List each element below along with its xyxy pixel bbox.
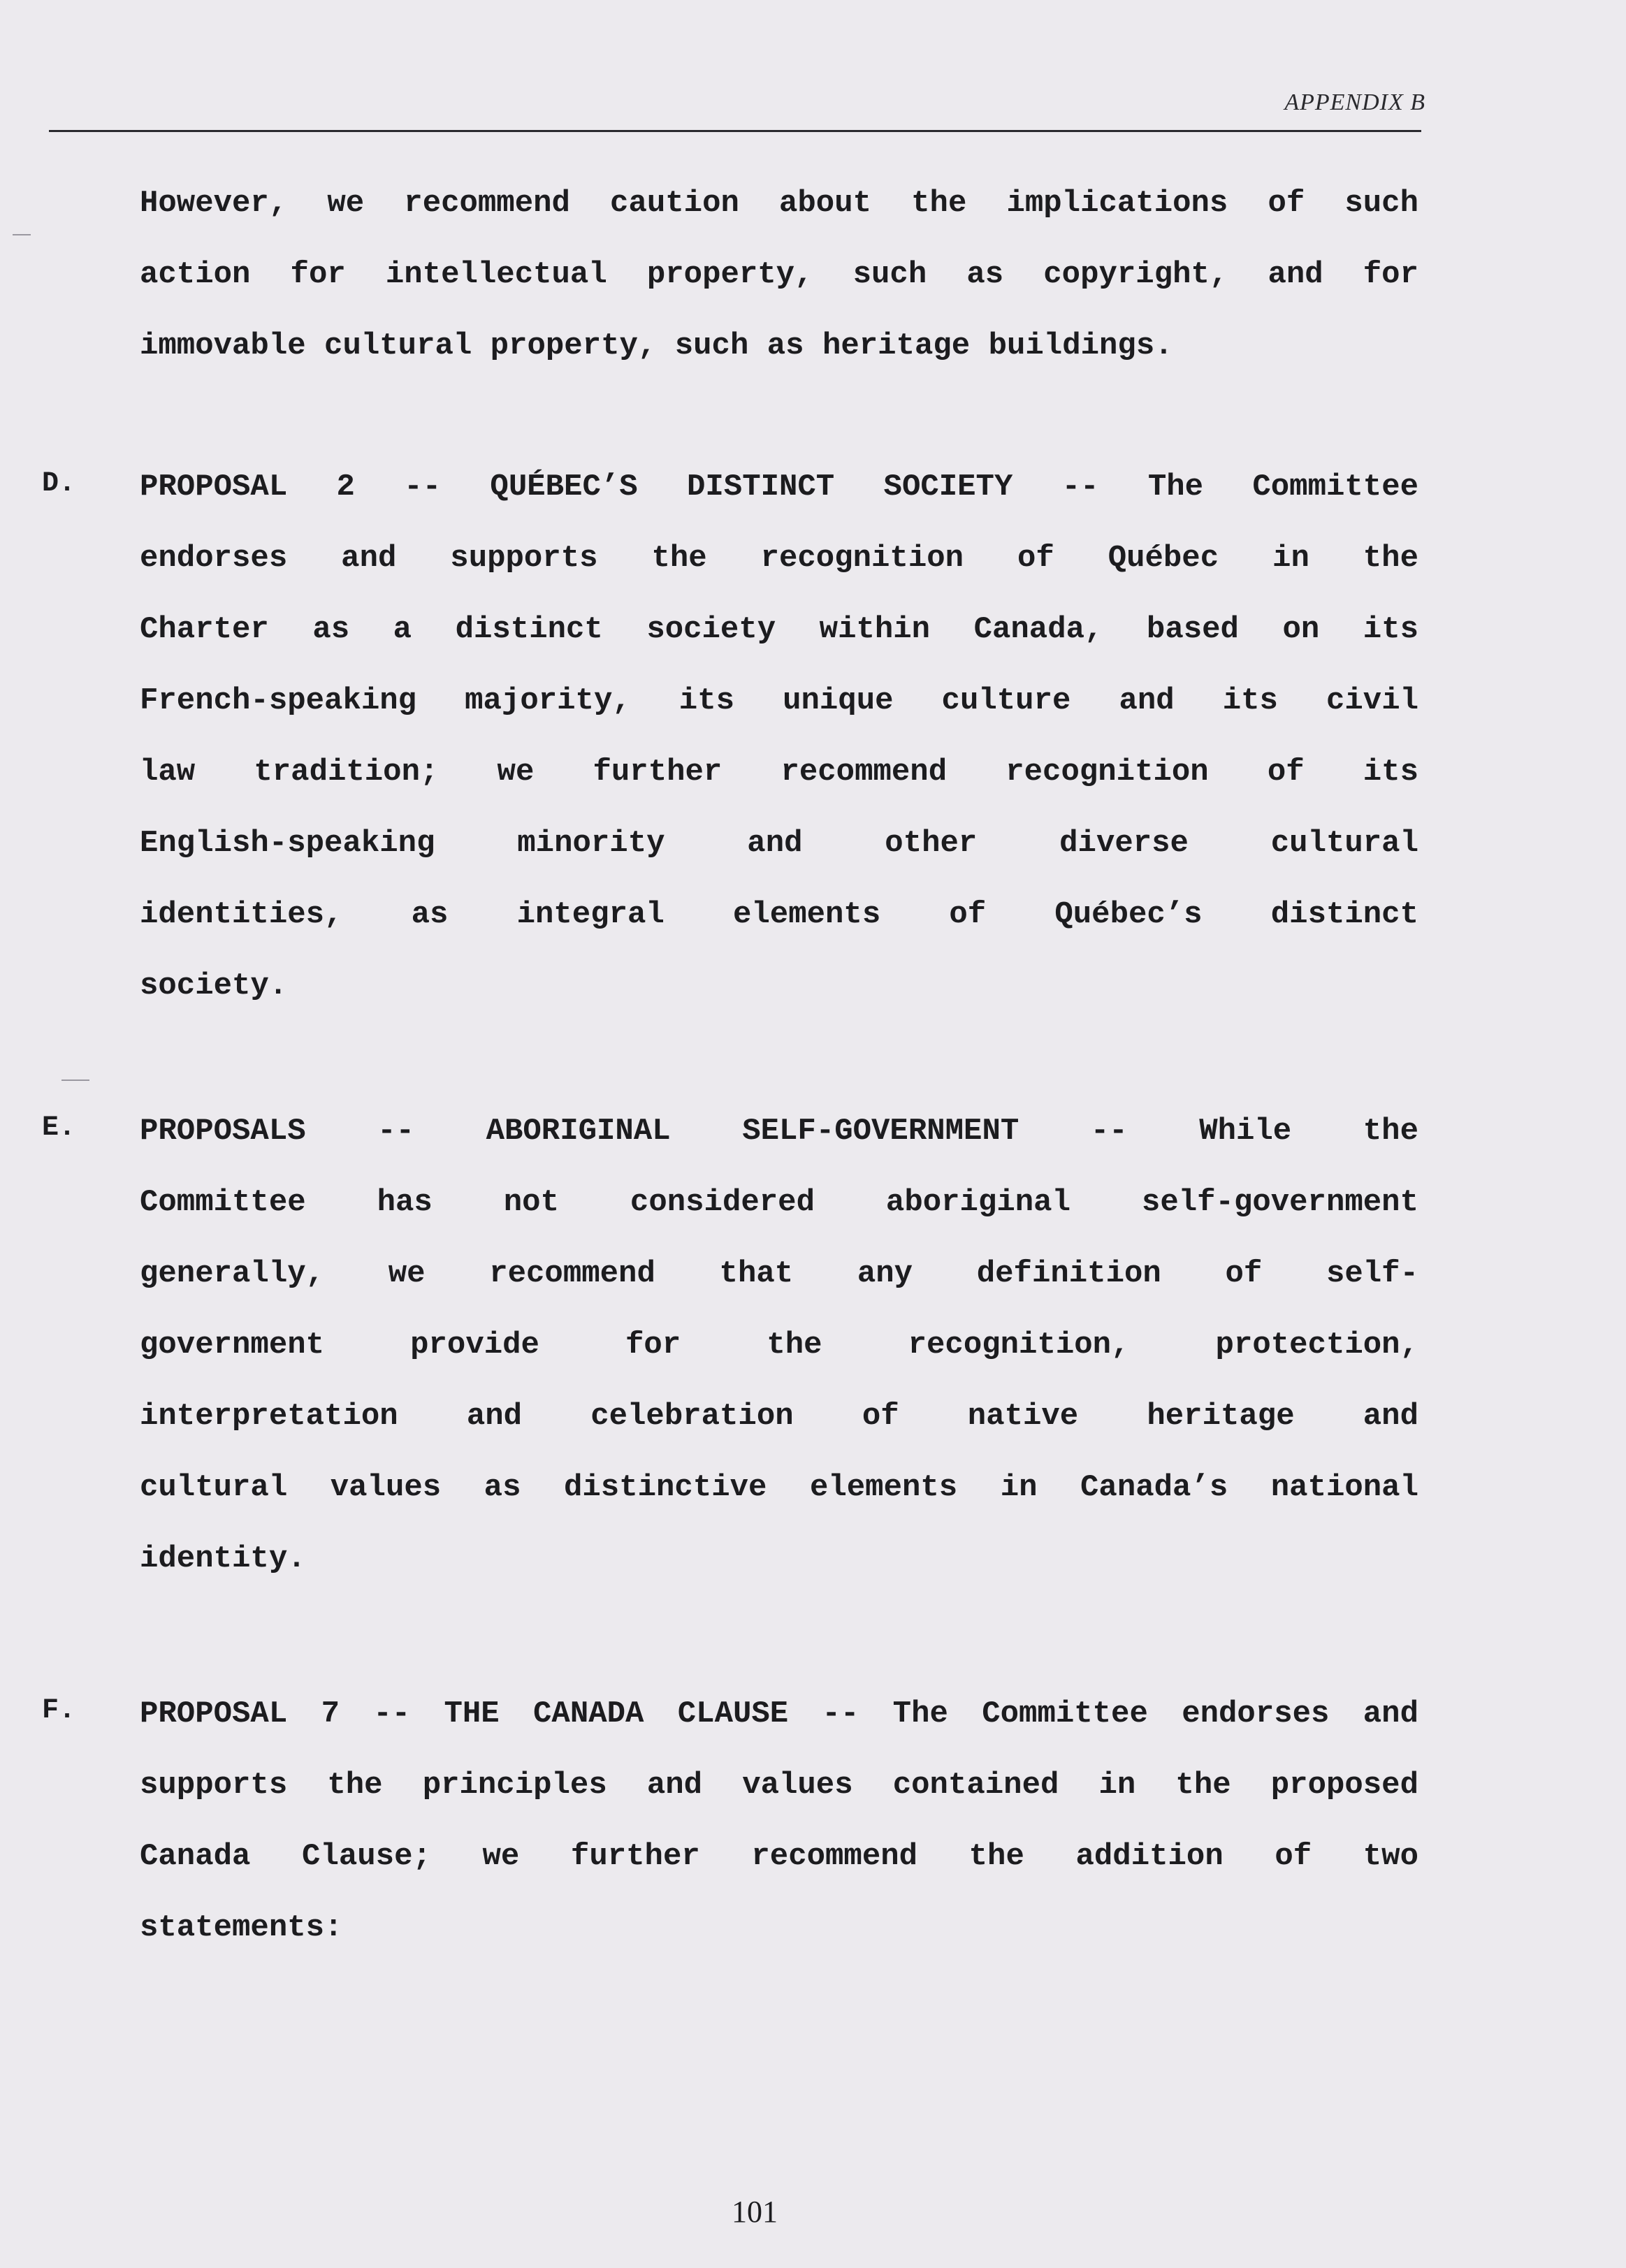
text-line: identity. (140, 1541, 306, 1576)
text-line: PROPOSAL 7 -- THE CANADA CLAUSE -- The Committee endorses and (140, 1696, 1418, 1731)
paragraph-continuation (140, 168, 1418, 381)
paragraph-f (140, 1678, 1418, 1963)
paragraph-e (140, 1096, 1418, 1594)
text-line: identities, as integral elements of Québec’s distinct (140, 897, 1418, 932)
text-line: immovable cultural property, such as heritage buildings. (140, 328, 1173, 363)
text-line: PROPOSALS -- ABORIGINAL SELF-GOVERNMENT -- While the (140, 1114, 1418, 1149)
section-letter-e: E. (42, 1112, 76, 1144)
text-line: statements: (140, 1910, 343, 1945)
text-line: French-speaking majority, its unique culture and its civil (140, 683, 1418, 718)
header-rule (49, 130, 1421, 132)
text-line: Committee has not considered aboriginal self-government (140, 1185, 1418, 1220)
text-line: cultural values as distinctive elements in Canada’s national (140, 1470, 1418, 1505)
text-line: society. (140, 968, 288, 1003)
text-line: government provide for the recognition, protection, (140, 1328, 1418, 1362)
appendix-label: APPENDIX B (1284, 89, 1425, 115)
text-line: law tradition; we further recommend recognition of its (140, 755, 1418, 790)
paragraph-d (140, 451, 1418, 1022)
text-line: However, we recommend caution about the implications of such (140, 186, 1418, 221)
text-line: English-speaking minority and other diverse cultural (140, 826, 1418, 861)
text-line: Charter as a distinct society within Canada, based on its (140, 612, 1418, 647)
text-line: supports the principles and values contained in the proposed (140, 1768, 1418, 1803)
text-line: PROPOSAL 2 -- QUÉBEC’S DISTINCT SOCIETY -- The Committee (140, 470, 1418, 504)
text-line: generally, we recommend that any definition of self- (140, 1256, 1418, 1291)
margin-mark (61, 1080, 89, 1081)
text-line: action for intellectual property, such as copyright, and for (140, 257, 1418, 292)
margin-mark (13, 234, 31, 235)
text-line: Canada Clause; we further recommend the addition of two (140, 1839, 1418, 1874)
section-letter-f: F. (42, 1695, 76, 1727)
page-number: 101 (732, 2195, 778, 2229)
text-line: interpretation and celebration of native heritage and (140, 1399, 1418, 1434)
section-letter-d: D. (42, 468, 76, 500)
text-line: endorses and supports the recognition of Québec in the (140, 541, 1418, 576)
